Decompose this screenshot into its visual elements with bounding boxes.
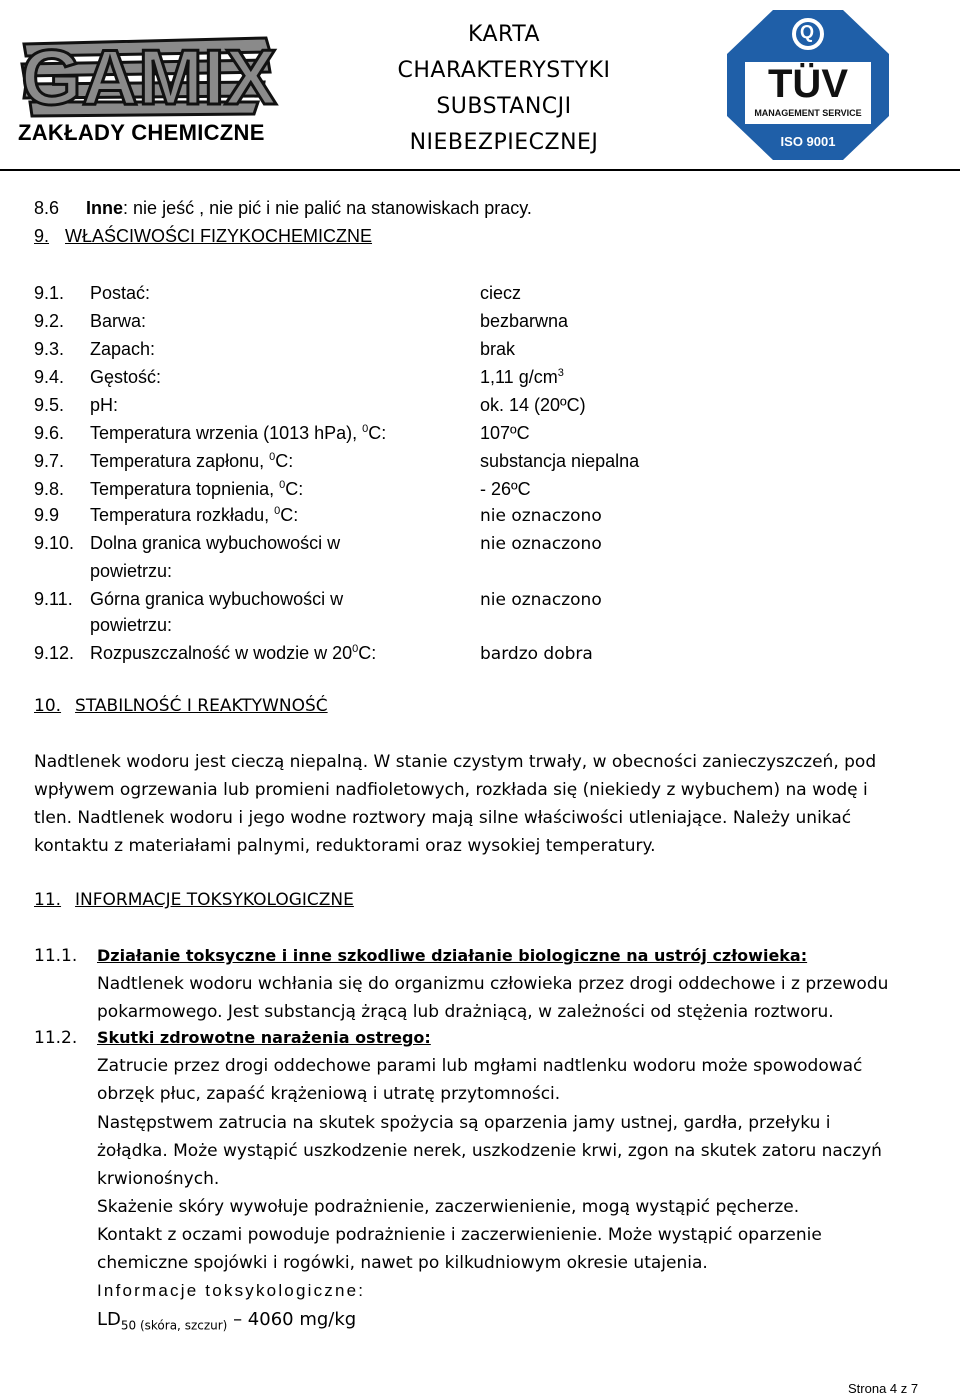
prop-label bbox=[90, 451, 293, 472]
section-8-6-number: 8.6 bbox=[34, 198, 60, 218]
tuv-service-label: MANAGEMENT SERVICE bbox=[754, 108, 862, 118]
prop-value: nie oznaczono bbox=[480, 506, 602, 526]
section-9-heading bbox=[34, 226, 372, 247]
prop-number: 9.9 bbox=[34, 505, 60, 525]
subsection-11-2-line: krwionośnych. bbox=[97, 1169, 220, 1189]
degree-superscript: 0 bbox=[362, 423, 369, 435]
prop-value: nie oznaczono bbox=[480, 590, 602, 610]
prop-label: Barwa: bbox=[90, 311, 147, 331]
prop-number: 9.8. bbox=[34, 479, 65, 499]
iso-label: ISO 9001 bbox=[780, 134, 836, 149]
ld-value: – 4060 mg/kg bbox=[227, 1309, 357, 1330]
section-10-line: Nadtlenek wodoru jest cieczą niepalną. W stanie czystym trwały, w obecności zanieczyszczeń, pod bbox=[34, 752, 877, 772]
prop-label-unit: C: bbox=[358, 643, 377, 663]
section-11-title: INFORMACJE TOKSYKOLOGICZNE bbox=[75, 890, 354, 910]
section-11-number: 11. bbox=[34, 890, 62, 910]
subsection-11-2-number: 11.2. bbox=[34, 1028, 78, 1048]
prop-label-unit: C: bbox=[368, 423, 387, 443]
prop-label-text: Temperatura zapłonu, bbox=[90, 451, 265, 471]
subsection-11-2-line: Kontakt z oczami powoduje podrażnienie i zaczerwienienie. Może wystąpić oparzenie bbox=[97, 1225, 822, 1245]
logo-word: GAMIX bbox=[21, 33, 277, 120]
company-logo bbox=[18, 30, 280, 160]
prop-label-unit: C: bbox=[280, 505, 299, 525]
logo-subtitle: ZAKŁADY CHEMICZNE bbox=[18, 120, 265, 145]
logo-wordmark-graphic bbox=[18, 30, 280, 120]
subsection-11-2-line: Zatrucie przez drogi oddechowe parami lub mgłami nadtlenku wodoru może spowodować bbox=[97, 1056, 863, 1076]
ld-subscript: 50 (skóra, szczur) bbox=[120, 1318, 228, 1333]
subsection-11-1-line: Nadtlenek wodoru wchłania się do organizmu człowieka przez drogi oddechowe i z przewodu bbox=[97, 974, 889, 994]
subsection-11-2-line: Skażenie skóry wywołuje podrażnienie, zaczerwienienie, mogą wystąpić pęcherze. bbox=[97, 1197, 800, 1217]
section-10-heading bbox=[34, 696, 328, 716]
prop-label-text: Temperatura rozkładu, bbox=[90, 505, 270, 525]
doc-title-line-3: SUBSTANCJI bbox=[436, 94, 572, 119]
tuv-iso-badge bbox=[727, 10, 889, 160]
prop-number: 9.11. bbox=[34, 589, 73, 609]
prop-value: ciecz bbox=[480, 283, 522, 303]
prop-value: nie oznaczono bbox=[480, 534, 602, 554]
prop-label-text: Rozpuszczalność w wodzie w 20 bbox=[90, 643, 353, 663]
section-11-heading bbox=[34, 890, 354, 910]
prop-value bbox=[480, 367, 564, 388]
prop-label bbox=[90, 423, 386, 444]
degree-superscript: 0 bbox=[279, 479, 286, 491]
prop-label-continued: powietrzu: bbox=[90, 561, 173, 581]
subsection-11-2-line: chemiczne spojówki i rogówki, nawet po kilkudniowym okresie utajenia. bbox=[97, 1253, 708, 1273]
prop-label: Zapach: bbox=[90, 339, 156, 359]
prop-label bbox=[90, 505, 298, 526]
prop-value: brak bbox=[480, 339, 516, 359]
prop-label bbox=[90, 643, 376, 664]
section-8-6-text: : nie jeść , nie pić i nie palić na stanowiskach pracy. bbox=[123, 198, 532, 218]
degree-superscript: 0 bbox=[352, 643, 359, 655]
subsection-11-2-title: Skutki zdrowotne narażenia ostrego: bbox=[97, 1028, 431, 1047]
density-unit-superscript: 3 bbox=[557, 367, 564, 379]
prop-label: Gęstość: bbox=[90, 367, 162, 387]
prop-value: - 26ºC bbox=[480, 479, 531, 499]
prop-label: Postać: bbox=[90, 283, 151, 303]
prop-label: pH: bbox=[90, 395, 119, 415]
prop-number: 9.4. bbox=[34, 367, 65, 387]
prop-number: 9.12. bbox=[34, 643, 75, 663]
ld50-line bbox=[97, 1309, 356, 1333]
prop-value: substancja niepalna bbox=[480, 451, 640, 471]
prop-value: bardzo dobra bbox=[480, 644, 593, 664]
prop-label: Dolna granica wybuchowości w bbox=[90, 533, 341, 553]
section-10-title: STABILNOŚĆ I REAKTYWNOŚĆ bbox=[75, 696, 328, 716]
section-10-number: 10. bbox=[34, 696, 62, 716]
subsection-11-2-line: żołądka. Może wystąpić uszkodzenie nerek, uszkodzenie krwi, zgon na skutek zatoru naczyń bbox=[97, 1141, 882, 1161]
subsection-11-2-line: obrzęk płuc, zapaść krążeniową i utratę przytomności. bbox=[97, 1084, 561, 1104]
density-value: 1,11 g/cm bbox=[480, 367, 558, 387]
prop-label-unit: C: bbox=[275, 451, 294, 471]
prop-number: 9.7. bbox=[34, 451, 65, 471]
subsection-11-1-number: 11.1. bbox=[34, 946, 78, 966]
subsection-11-1-title: Działanie toksyczne i inne szkodliwe działanie biologiczne na ustrój człowieka: bbox=[97, 946, 808, 965]
prop-number: 9.3. bbox=[34, 339, 65, 359]
prop-value: 107ºC bbox=[480, 423, 530, 443]
prop-value: bezbarwna bbox=[480, 311, 569, 331]
subsection-11-2-line: Następstwem zatrucia na skutek spożycia są oparzenia jamy ustnej, gardła, przełyku i bbox=[97, 1113, 831, 1133]
prop-value: ok. 14 (20ºC) bbox=[480, 395, 586, 415]
doc-title-line-4: NIEBEZPIECZNEJ bbox=[409, 130, 599, 155]
prop-label-text: Temperatura topnienia, bbox=[90, 479, 275, 499]
prop-number: 9.5. bbox=[34, 395, 65, 415]
section-10-line: wpływem ogrzewania lub promieni nadfioletowych, rozkłada się (niekiedy z wybuchem) na wodę i bbox=[34, 780, 868, 800]
section-8-6-label: Inne bbox=[86, 198, 124, 218]
doc-title-line-1: KARTA bbox=[467, 22, 541, 47]
tox-info-label: Informacje toksykologiczne: bbox=[97, 1281, 366, 1300]
tuv-brand: TÜV bbox=[768, 62, 848, 106]
tuv-top-glyph: Q bbox=[800, 22, 815, 42]
degree-superscript: 0 bbox=[269, 451, 276, 463]
header-divider bbox=[0, 169, 960, 171]
prop-label-text: Temperatura wrzenia (1013 hPa), bbox=[90, 423, 358, 443]
document-header bbox=[0, 0, 960, 172]
prop-label-unit: C: bbox=[285, 479, 304, 499]
prop-label bbox=[90, 479, 303, 500]
ld-label: LD bbox=[97, 1309, 121, 1330]
doc-title-line-2: CHARAKTERYSTYKI bbox=[397, 58, 611, 83]
section-9-title: WŁAŚCIWOŚCI FIZYKOCHEMICZNE bbox=[65, 226, 373, 246]
subsection-11-1-line: pokarmowego. Jest substancją żrącą lub drażniącą, w zależności od stężenia roztworu. bbox=[97, 1002, 834, 1022]
section-8-6 bbox=[34, 198, 532, 219]
prop-label: Górna granica wybuchowości w bbox=[90, 589, 344, 609]
section-10-line: tlen. Nadtlenek wodoru i jego wodne roztwory mają silne właściwości utleniające. Należy unikać bbox=[34, 808, 852, 828]
section-10-line: kontaktu z materiałami palnymi, reduktorami oraz wysokiej temperatury. bbox=[34, 836, 656, 856]
prop-number: 9.1. bbox=[34, 283, 65, 303]
section-9-number: 9. bbox=[34, 226, 50, 246]
prop-number: 9.6. bbox=[34, 423, 65, 443]
degree-superscript: 0 bbox=[274, 505, 281, 517]
prop-number: 9.2. bbox=[34, 311, 65, 331]
prop-number: 9.10. bbox=[34, 533, 75, 553]
prop-label-continued: powietrzu: bbox=[90, 615, 173, 635]
page-number: Strona 4 z 7 bbox=[848, 1381, 919, 1396]
